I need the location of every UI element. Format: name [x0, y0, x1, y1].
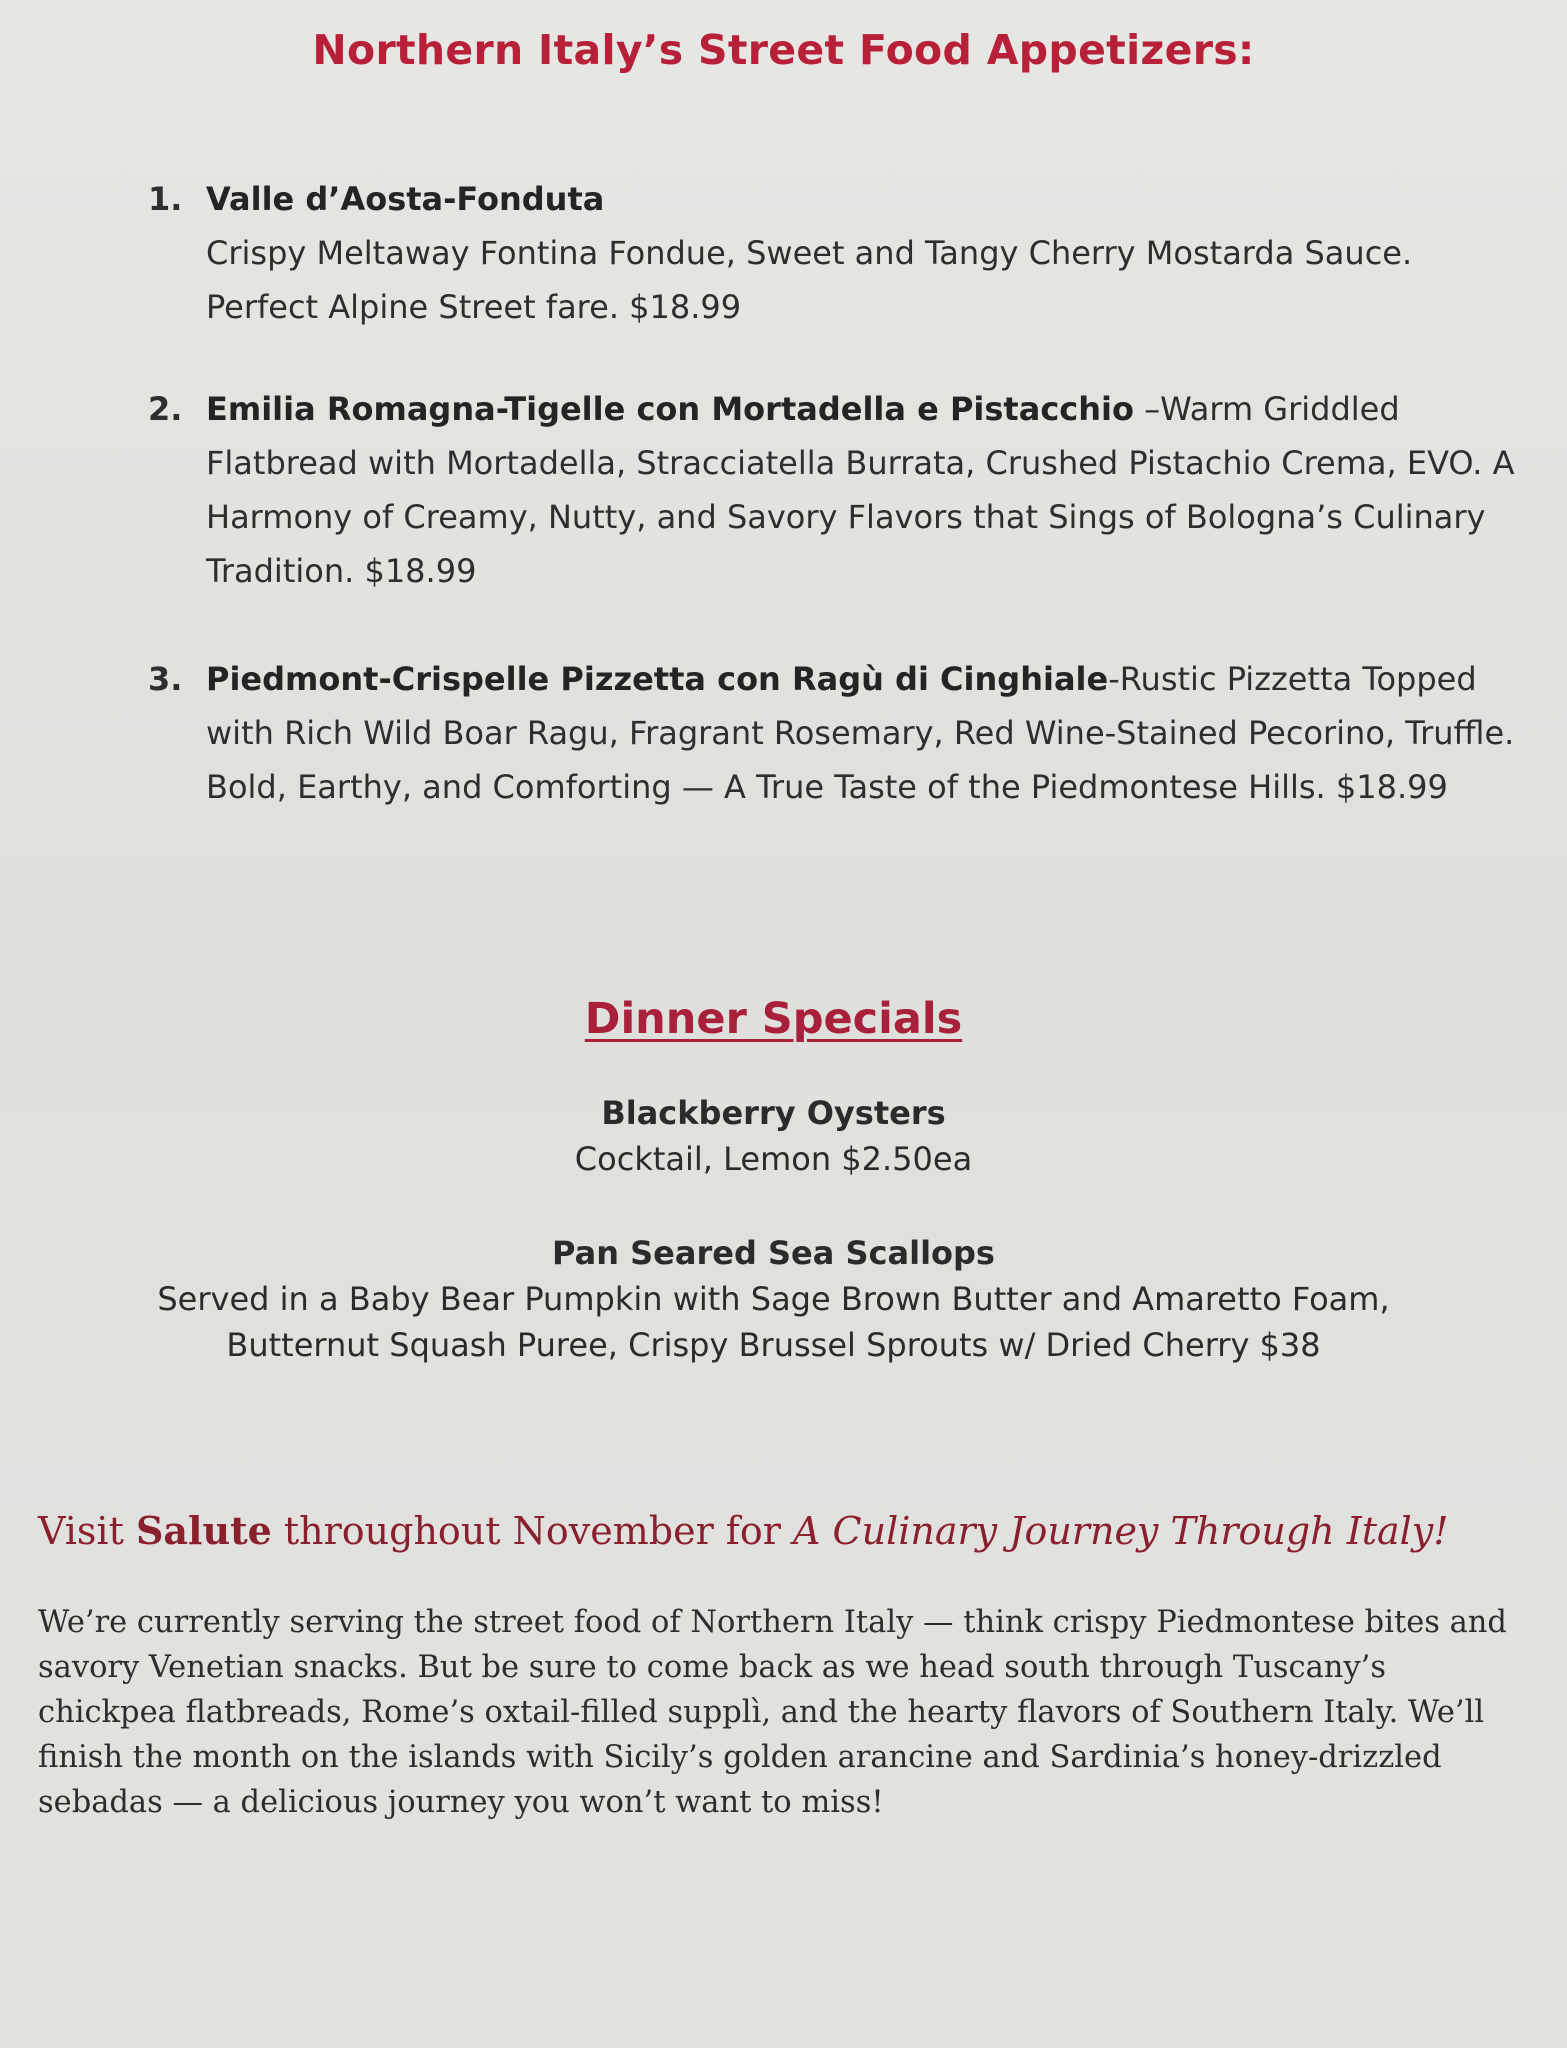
promo-headline-middle: throughout November for — [271, 1509, 793, 1553]
item-body — [206, 652, 1528, 814]
special-item — [0, 1090, 1547, 1182]
promo-headline-italic: A Culinary Journey Through Italy! — [793, 1509, 1449, 1553]
appetizer-item — [148, 382, 1528, 598]
item-number: 1. — [148, 180, 183, 218]
promo-headline-prefix: Visit — [38, 1509, 136, 1553]
promo-headline — [38, 1508, 1538, 1553]
item-name: Emilia Romagna-Tigelle con Mortadella e Pistacchio — [206, 390, 1134, 428]
special-description-line-1: Served in a Baby Bear Pumpkin with Sage Brown Butter and Amaretto Foam, — [157, 1280, 1390, 1318]
item-description: -Rustic Pizzetta Topped with Rich Wild Boar Ragu, Fragrant Rosemary, Red Wine-Stained Pecorino, Truffle. Bold, Earthy, and Comforting — A True Taste of the Piedmontese Hills. $18.99 — [206, 660, 1515, 806]
appetizer-item — [148, 172, 1528, 334]
appetizers-title: Northern Italy’s Street Food Appetizers: — [312, 26, 1255, 74]
special-item — [0, 1230, 1547, 1368]
special-name: Pan Seared Sea Scallops — [552, 1234, 995, 1272]
item-body — [206, 172, 1528, 334]
promo-body: We’re currently serving the street food of Northern Italy — think crispy Piedmontese bites and savory Venetian snacks. But be sure to come back as we head south through Tuscany’s chickpea flatbreads, Rome’s oxtail-filled supplì, and the hearty flavors of Southern Italy. We’ll finish the month on the islands with Sicily’s golden arancine and Sardinia’s honey-drizzled sebadas — a delicious journey you won’t want to miss! — [38, 1605, 1507, 1820]
item-body — [206, 382, 1528, 598]
item-description: Crispy Meltaway Fontina Fondue, Sweet and Tangy Cherry Mostarda Sauce. Perfect Alpine Street fare. $18.99 — [206, 234, 1413, 326]
item-number: 2. — [148, 390, 183, 428]
promo-brand: Salute — [135, 1508, 272, 1553]
item-name: Valle d’Aosta-Fonduta — [206, 180, 605, 218]
item-name: Piedmont-Crispelle Pizzetta con Ragù di Cinghiale — [206, 660, 1109, 698]
special-description: Cocktail, Lemon $2.50ea — [574, 1140, 973, 1178]
special-description-line-2: Butternut Squash Puree, Crispy Brussel Sprouts w/ Dried Cherry $38 — [226, 1326, 1321, 1364]
special-name: Blackberry Oysters — [601, 1094, 946, 1132]
specials-title: Dinner Specials — [584, 994, 963, 1044]
item-description: –Warm Griddled Flatbread with Mortadella, Stracciatella Burrata, Crushed Pistachio Crema, EVO. A Harmony of Creamy, Nutty, and Savory Flavors that Sings of Bologna’s Culinary Tradition. $18.99 — [206, 390, 1515, 590]
item-number: 3. — [148, 660, 183, 698]
appetizer-item — [148, 652, 1528, 814]
